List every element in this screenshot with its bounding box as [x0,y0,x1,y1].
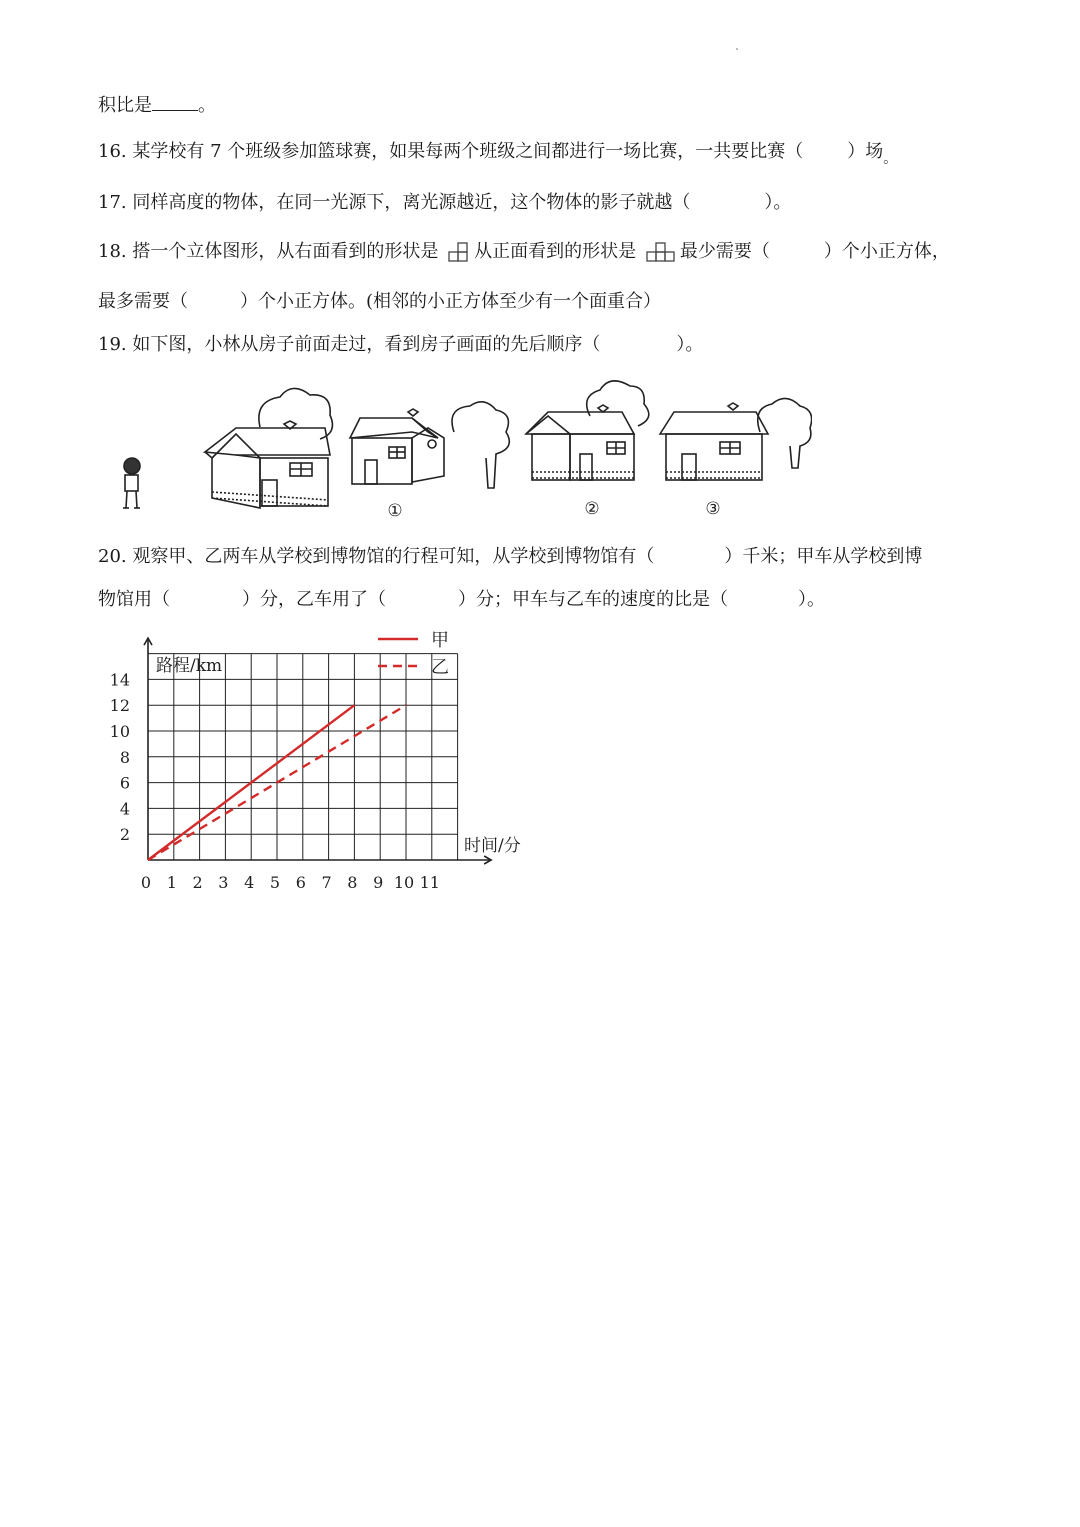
x-axis-label: 时间/分 [464,836,521,856]
question-20-line-2: 物馆用（ ）分，乙车用了（ ）分；甲车与乙车的速度的比是（ ）。 [98,589,825,610]
house-label-2: ② [584,499,600,519]
x-tick-label: 3 [218,873,229,892]
y-tick-label: 8 [119,747,130,767]
question-16: 16. 某学校有 7 个班级参加篮球赛，如果每两个班级之间都进行一场比赛，一共要比赛（ ）场$_。$ [98,141,898,167]
y-tick-label: 12 [109,696,130,716]
x-tick-label: 4 [244,873,255,892]
y-tick-labels [110,670,130,844]
x-tick-label: 9 [373,873,384,892]
chart-grid [148,654,458,860]
y-tick-label: 10 [109,722,130,741]
x-tick-label: 6 [295,873,306,892]
right-view-shape-icon [448,242,470,262]
x-tick-label: 5 [269,873,281,892]
scan-speck [736,48,738,50]
legend-label: 乙 [431,657,449,678]
q15-answer-blank[interactable] [152,92,198,111]
q20-number: 20. [98,546,127,567]
q17-number: 17. [98,192,127,213]
question-18-line-2: 最多需要（ ）个小正方体。(相邻的小正方体至少有一个面重合） [98,291,662,312]
y-tick-label: 2 [119,825,130,845]
house-view-2 [526,381,649,480]
x-tick-label: 7 [321,873,332,892]
question-18: 18. 搭一个立体图形，从右面看到的形状是 从正面看到的形状是 最少需要（ ）个小正方体， [98,241,950,262]
legend-label: 甲 [431,630,449,651]
house-view-1 [350,402,509,488]
x-tick-label: 11 [419,873,440,892]
house-view-initial [205,388,332,508]
y-tick-label: 4 [119,799,130,819]
q18-number: 18. [98,241,127,262]
houses-illustration [112,372,812,524]
y-tick-label: 6 [119,773,130,793]
q19-number: 19. [98,334,127,355]
question-19: 19. 如下图，小林从房子前面走过，看到房子画面的先后顺序（ ）。 [98,334,704,355]
x-tick-label: 2 [192,873,203,892]
x-tick-label: 8 [347,873,358,892]
house-label-3: ③ [705,499,721,519]
question-15-tail: 积比是 。 [98,92,216,118]
question-20: 20. 观察甲、乙两车从学校到博物馆的行程可知，从学校到博物馆有（ ）千米；甲车从学校到博 [98,546,923,567]
x-tick-labels [141,873,440,892]
house-label-1: ① [387,501,403,521]
question-17: 17. 同样高度的物体，在同一光源下，离光源越近，这个物体的影子就越（ ）。 [98,192,792,213]
x-tick-label: 0 [140,873,152,892]
boy-figure [123,458,140,508]
distance-time-chart [100,625,540,897]
x-tick-label: 1 [166,873,177,892]
q16-number: 16. [98,141,127,162]
house-view-3 [660,398,812,480]
x-tick-label: 10 [393,873,415,892]
q15-text: 积比是 [98,95,152,116]
y-tick-label: 14 [109,670,130,690]
y-axis-label: 路程/km [156,656,223,676]
front-view-shape-icon [646,242,676,262]
